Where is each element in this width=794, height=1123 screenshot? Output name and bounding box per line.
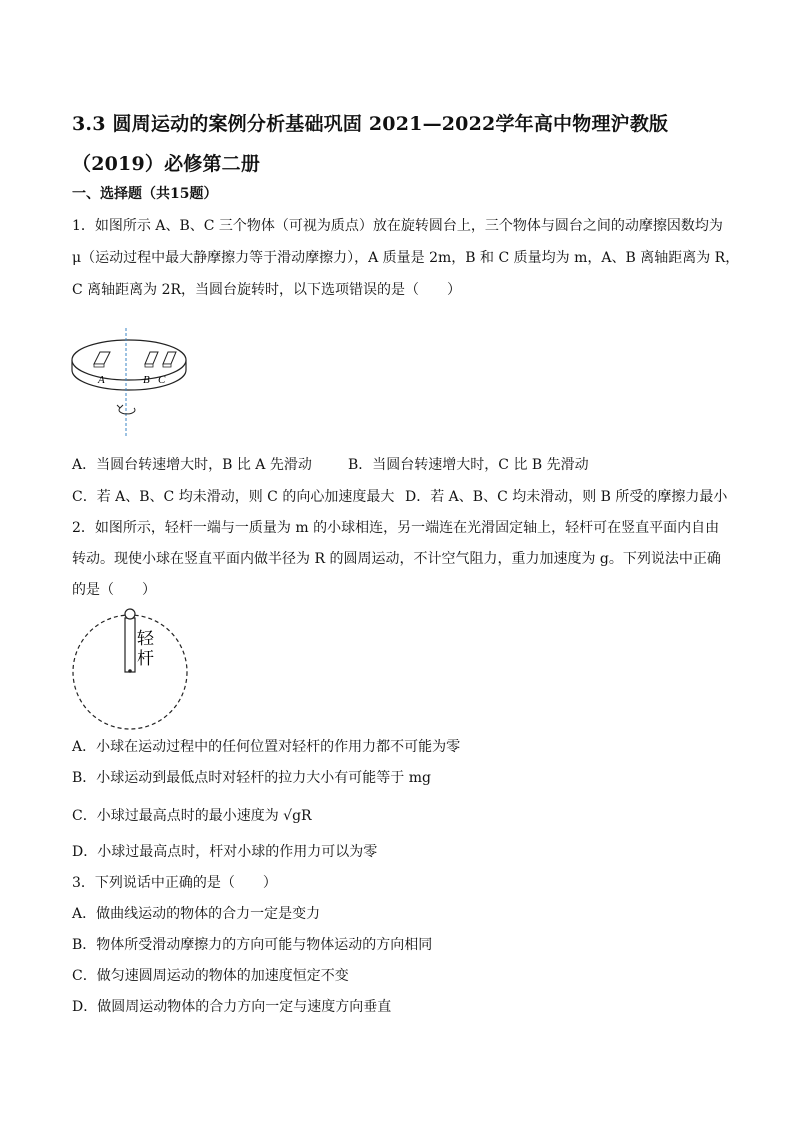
q3-option-b: B．物体所受滑动摩擦力的方向可能与物体运动的方向相同: [72, 937, 433, 953]
q1-turntable-figure: [64, 326, 198, 442]
q2-option-d: D．小球过最高点时，杆对小球的作用力可以为零: [72, 844, 378, 860]
rod-label-1: 轻: [137, 629, 154, 649]
title-line-2: （2019）必修第二册: [72, 153, 261, 175]
q3-option-c: C．做匀速圆周运动的物体的加速度恒定不变: [72, 968, 349, 984]
q2-rod-circle-figure: [68, 604, 192, 728]
rotation-arrow-icon: [119, 408, 135, 414]
section-heading: 一、选择题（共15题）: [72, 186, 218, 202]
q1-stem-line-3: C 离轴距离为 2R，当圆台旋转时，以下选项错误的是（ ）: [72, 282, 462, 298]
q2-option-b: B．小球运动到最低点时对轻杆的拉力大小有可能等于 mg: [72, 770, 431, 786]
title-line-1: 3.3 圆周运动的案例分析基础巩固 2021—2022学年高中物理沪教版: [72, 113, 669, 135]
q2-stem-line-3: 的是（ ）: [72, 582, 156, 598]
q3-option-a: A．做曲线运动的物体的合力一定是变力: [72, 906, 321, 922]
label-c: C: [158, 374, 166, 386]
q1-stem-line-1: 1．如图所示 A、B、C 三个物体（可视为质点）放在旋转圆台上，三个物体与圆台之间的动摩擦因数均为: [72, 218, 723, 234]
q2-option-a: A．小球在运动过程中的任何位置对轻杆的作用力都不可能为零: [72, 739, 461, 755]
q1-option-a: A．当圆台转速增大时，B 比 A 先滑动: [72, 457, 312, 473]
q1-option-b: B．当圆台转速增大时，C 比 B 先滑动: [348, 457, 589, 473]
q1-option-d: D．若 A、B、C 均未滑动，则 B 所受的摩擦力最小: [405, 489, 728, 505]
light-rod: [125, 618, 135, 672]
q1-option-c: C．若 A、B、C 均未滑动，则 C 的向心加速度最大: [72, 489, 395, 505]
q3-stem: 3．下列说话中正确的是（ ）: [72, 875, 277, 891]
label-b: B: [143, 374, 150, 386]
label-a: A: [98, 374, 105, 386]
document-title: [72, 104, 732, 184]
q2-stem-line-2: 转动。现使小球在竖直平面内做半径为 R 的圆周运动，不计空气阻力，重力加速度为 g。下列说法中正确: [72, 551, 721, 567]
q3-option-d: D．做圆周运动物体的合力方向一定与速度方向垂直: [72, 999, 392, 1015]
pivot-icon: [128, 669, 132, 673]
q2-option-c: C．小球过最高点时的最小速度为 √gR: [72, 808, 312, 824]
q1-stem-line-2: μ（运动过程中最大静摩擦力等于滑动摩擦力），A 质量是 2m，B 和 C 质量均为 m，A、B 离轴距离为 R，: [72, 250, 740, 266]
rod-label-2: 杆: [137, 649, 154, 669]
q2-stem-line-1: 2．如图所示，轻杆一端与一质量为 m 的小球相连，另一端连在光滑固定轴上，轻杆可在竖直平面内自由: [72, 520, 720, 536]
ball-icon: [125, 609, 135, 619]
